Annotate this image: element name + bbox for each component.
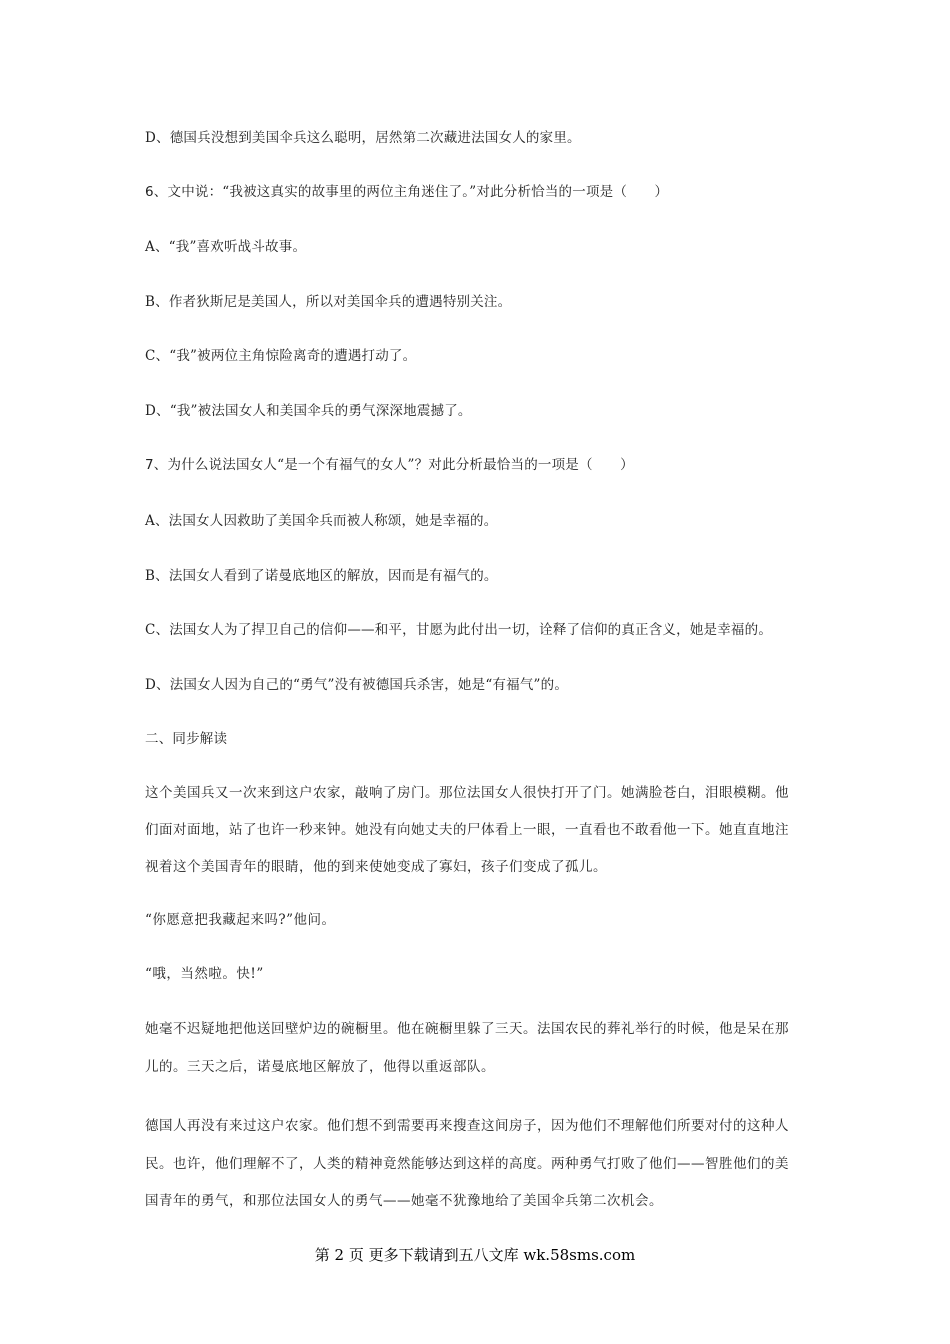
option-prev-d: D、德国兵没想到美国伞兵这么聪明，居然第二次藏进法国女人的家里。 (145, 130, 581, 146)
question-7-option-d: D、法国女人因为自己的“勇气”没有被德国兵杀害，她是“有福气”的。 (145, 677, 569, 693)
passage-line: 儿的。三天之后，诺曼底地区解放了，他得以重返部队。 (145, 1059, 495, 1075)
question-7-text: 为什么说法国女人“是一个有福气的女人”？对此分析最恰当的一项是（ ） (167, 457, 634, 473)
passage-paragraph-2: “你愿意把我藏起来吗?”他问。 (145, 912, 336, 928)
passage-line: 视着这个美国青年的眼睛，他的到来使她变成了寡妇，孩子们变成了孤儿。 (145, 859, 607, 875)
passage-line: 们面对面地，站了也许一秒来钟。她没有向她丈夫的尸体看上一眼，一直看也不敢看他一下。她直直地注 (145, 822, 789, 838)
passage-line: 国青年的勇气，和那位法国女人的勇气——她毫不犹豫地给了美国伞兵第二次机会。 (145, 1193, 663, 1209)
question-6-text: 文中说：“我被这真实的故事里的两位主角迷住了。”对此分析恰当的一项是（ ） (167, 184, 669, 200)
question-6-number: 6、 (145, 184, 168, 200)
question-6-option-a: A、“我”喜欢听战斗故事。 (145, 239, 307, 255)
question-6-option-c: C、“我”被两位主角惊险离奇的遭遇打动了。 (145, 348, 417, 364)
question-6-option-d: D、“我”被法国女人和美国伞兵的勇气深深地震撼了。 (145, 403, 472, 419)
question-7-option-b: B、法国女人看到了诺曼底地区的解放，因而是有福气的。 (145, 568, 498, 584)
question-7-option-a: A、法国女人因救助了美国伞兵而被人称颂，她是幸福的。 (145, 513, 498, 529)
question-6-option-b: B、作者狄斯尼是美国人，所以对美国伞兵的遭遇特别关注。 (145, 294, 512, 310)
question-7-number: 7、 (145, 457, 168, 473)
passage-line: 德国人再没有来过这户农家。他们想不到需要再来搜查这间房子，因为他们不理解他们所要对付的这种人 (145, 1118, 789, 1134)
passage-line: 这个美国兵又一次来到这户农家，敲响了房门。那位法国女人很快打开了门。她满脸苍白，泪眼模糊。他 (145, 785, 789, 801)
section-title: 二、同步解读 (145, 731, 228, 747)
passage-paragraph-3: “哦，当然啦。快!” (145, 966, 264, 982)
passage-line: 她毫不迟疑地把他送回壁炉边的碗橱里。他在碗橱里躲了三天。法国农民的葬礼举行的时候，他是呆在那 (145, 1021, 789, 1037)
question-6 (145, 182, 815, 202)
passage-line: 民。也许，他们理解不了，人类的精神竟然能够达到这样的高度。两种勇气打败了他们——智胜他们的美 (145, 1156, 789, 1172)
question-7-option-c: C、法国女人为了捍卫自己的信仰——和平，甘愿为此付出一切，诠释了信仰的真正含义，她是幸福的。 (145, 622, 773, 638)
page-footer: 第 2 页 更多下载请到五八文库 wk.58sms.com (314, 1246, 636, 1264)
question-7 (145, 455, 815, 475)
